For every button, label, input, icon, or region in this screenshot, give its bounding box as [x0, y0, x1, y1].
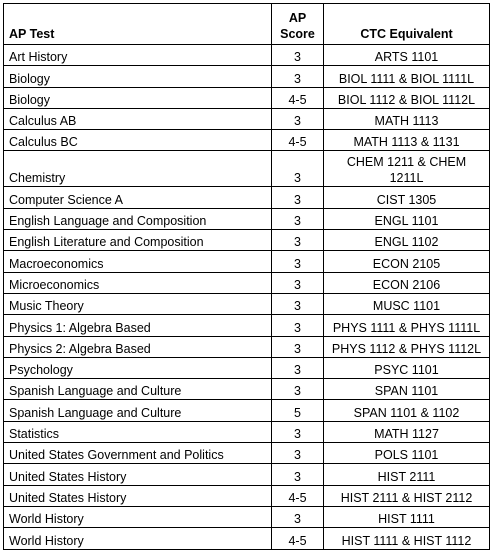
cell-ctc-equivalent: SPAN 1101: [324, 379, 490, 400]
cell-ap-test: Calculus BC: [4, 130, 272, 151]
cell-ap-test: Statistics: [4, 421, 272, 442]
cell-ctc-equivalent: ARTS 1101: [324, 45, 490, 66]
cell-ap-test: Biology: [4, 87, 272, 108]
cell-ap-test: United States History: [4, 464, 272, 485]
cell-ap-score: 4-5: [272, 130, 324, 151]
cell-ctc-equivalent: MATH 1113 & 1131: [324, 130, 490, 151]
cell-ap-test: World History: [4, 506, 272, 527]
table-row: [4, 379, 490, 400]
cell-ctc-equivalent: ECON 2105: [324, 251, 490, 272]
cell-ap-score: 3: [272, 357, 324, 378]
cell-ap-test: Physics 1: Algebra Based: [4, 315, 272, 336]
cell-ap-score: 3: [272, 293, 324, 314]
cell-ap-score: 3: [272, 379, 324, 400]
cell-ctc-equivalent: MATH 1127: [324, 421, 490, 442]
cell-ctc-equivalent: BIOL 1112 & BIOL 1112L: [324, 87, 490, 108]
cell-ctc-equivalent: MUSC 1101: [324, 293, 490, 314]
table-row: [4, 400, 490, 421]
header-row: [4, 4, 490, 45]
table-row: [4, 230, 490, 251]
cell-ctc-equivalent: POLS 1101: [324, 443, 490, 464]
cell-ctc-equivalent: ENGL 1101: [324, 208, 490, 229]
cell-ap-test: Psychology: [4, 357, 272, 378]
cell-ap-test: Calculus AB: [4, 108, 272, 129]
cell-ap-test: Computer Science A: [4, 187, 272, 208]
cell-ctc-equivalent: HIST 2111 & HIST 2112: [324, 485, 490, 506]
cell-ap-test: Macroeconomics: [4, 251, 272, 272]
cell-ap-score: 3: [272, 336, 324, 357]
cell-ctc-equivalent: MATH 1113: [324, 108, 490, 129]
cell-ap-score: 3: [272, 66, 324, 87]
cell-ap-score: 3: [272, 45, 324, 66]
cell-ap-score: 3: [272, 315, 324, 336]
table-row: [4, 187, 490, 208]
table-row: [4, 108, 490, 129]
table-row: [4, 315, 490, 336]
cell-ap-test: Physics 2: Algebra Based: [4, 336, 272, 357]
cell-ap-test: World History: [4, 528, 272, 549]
cell-ctc-equivalent: BIOL 1111 & BIOL 1111L: [324, 66, 490, 87]
header-ap-test: AP Test: [4, 4, 272, 45]
cell-ap-score: 4-5: [272, 485, 324, 506]
table-body: [4, 45, 490, 550]
cell-ap-score: 4-5: [272, 528, 324, 549]
cell-ap-score: 3: [272, 464, 324, 485]
cell-ap-test: Music Theory: [4, 293, 272, 314]
table-row: [4, 293, 490, 314]
cell-ctc-equivalent: HIST 2111: [324, 464, 490, 485]
cell-ap-score: 3: [272, 108, 324, 129]
cell-ap-test: Spanish Language and Culture: [4, 400, 272, 421]
cell-ap-test: United States Government and Politics: [4, 443, 272, 464]
table-row: [4, 421, 490, 442]
cell-ap-score: 3: [272, 251, 324, 272]
cell-ap-score: 3: [272, 421, 324, 442]
table-row: [4, 357, 490, 378]
table-row: [4, 336, 490, 357]
cell-ap-score: 3: [272, 230, 324, 251]
table-row: [4, 45, 490, 66]
cell-ctc-equivalent: CHEM 1211 & CHEM 1211L: [324, 151, 490, 187]
table-row: [4, 87, 490, 108]
table-row: [4, 66, 490, 87]
header-ctc-equivalent: CTC Equivalent: [324, 4, 490, 45]
table-row: [4, 506, 490, 527]
cell-ap-test: United States History: [4, 485, 272, 506]
cell-ctc-equivalent: CIST 1305: [324, 187, 490, 208]
cell-ap-test: Spanish Language and Culture: [4, 379, 272, 400]
cell-ctc-equivalent: HIST 1111 & HIST 1112: [324, 528, 490, 549]
cell-ap-score: 3: [272, 272, 324, 293]
table-row: [4, 272, 490, 293]
header-ap-score: AP Score: [272, 4, 324, 45]
cell-ctc-equivalent: PSYC 1101: [324, 357, 490, 378]
table-row: [4, 130, 490, 151]
cell-ap-score: 3: [272, 443, 324, 464]
cell-ap-score: 4-5: [272, 87, 324, 108]
cell-ap-score: 3: [272, 151, 324, 187]
table-row: [4, 528, 490, 549]
table-row: [4, 443, 490, 464]
cell-ctc-equivalent: SPAN 1101 & 1102: [324, 400, 490, 421]
cell-ap-test: Biology: [4, 66, 272, 87]
cell-ctc-equivalent: PHYS 1112 & PHYS 1112L: [324, 336, 490, 357]
table-row: [4, 251, 490, 272]
cell-ctc-equivalent: ECON 2106: [324, 272, 490, 293]
cell-ap-test: Art History: [4, 45, 272, 66]
cell-ap-score: 5: [272, 400, 324, 421]
cell-ap-score: 3: [272, 506, 324, 527]
cell-ctc-equivalent: HIST 1111: [324, 506, 490, 527]
table-row: [4, 485, 490, 506]
table-row: [4, 151, 490, 187]
table-row: [4, 464, 490, 485]
cell-ap-test: Microeconomics: [4, 272, 272, 293]
ap-equivalency-table: [3, 3, 490, 550]
cell-ctc-equivalent: PHYS 1111 & PHYS 1111L: [324, 315, 490, 336]
cell-ap-score: 3: [272, 208, 324, 229]
cell-ctc-equivalent: ENGL 1102: [324, 230, 490, 251]
cell-ap-score: 3: [272, 187, 324, 208]
table-row: [4, 208, 490, 229]
cell-ap-test: English Language and Composition: [4, 208, 272, 229]
cell-ap-test: English Literature and Composition: [4, 230, 272, 251]
cell-ap-test: Chemistry: [4, 151, 272, 187]
